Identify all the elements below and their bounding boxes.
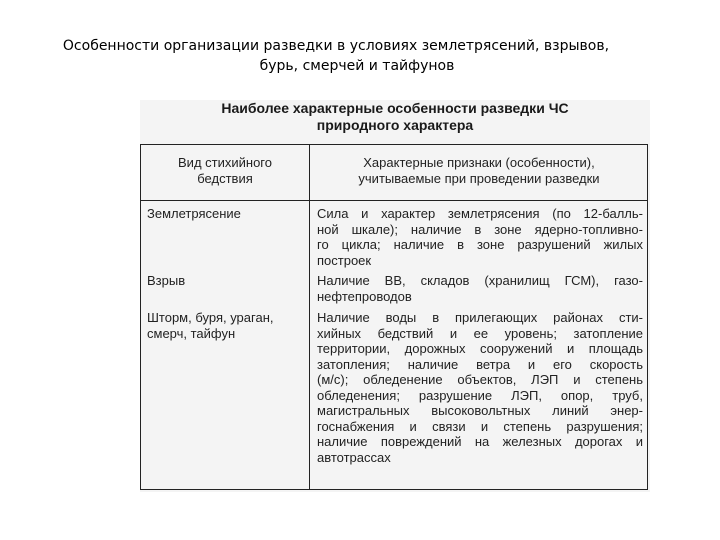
cell-line: го цикла; наличие в зоне разрушений жилых: [317, 237, 643, 252]
table-title: [140, 100, 650, 134]
cell-line: смерч, тайфун: [147, 325, 236, 341]
slide-title-line-1: Особенности организации разведки в условиях землетрясений, взрывов,: [62, 38, 610, 54]
slide-title: [0, 36, 720, 76]
cell-line: Взрыв: [147, 273, 186, 288]
cell-line: ной шкале); наличие в зоне ядерно-топливно-: [317, 221, 643, 237]
row-storm-type: [147, 310, 305, 341]
header-line: бедствия: [197, 171, 253, 186]
table-title-line-1: Наиболее характерные особенности разведки ЧС: [221, 100, 569, 116]
cell-line: наличие повреждений на железных дорогах и: [317, 434, 643, 449]
disaster-features-table: [140, 144, 648, 490]
cell-line: Наличие воды в прилегающих районах сти-: [317, 310, 643, 325]
cell-line: построек: [317, 252, 372, 268]
cell-line: Шторм, буря, ураган,: [147, 310, 274, 325]
column-divider: [309, 145, 310, 489]
header-disaster-type: [141, 155, 309, 187]
cell-line: нефтепроводов: [317, 288, 412, 304]
row-storm-features: [317, 310, 643, 465]
cell-line: затопления; наличие ветра и его скорость: [317, 356, 643, 372]
cell-line: автотрассах: [317, 449, 391, 465]
row-explosion-features: [317, 273, 643, 304]
cell-line: магистральных высоковольтных линий энер-: [317, 403, 643, 418]
cell-line: Землетрясение: [147, 206, 241, 221]
header-features: [311, 155, 647, 187]
header-line: Характерные признаки (особенности),: [363, 155, 595, 170]
header-line: учитываемые при проведении разведки: [358, 171, 600, 186]
cell-line: (м/с); обледенение объектов, ЛЭП и степень: [317, 372, 643, 387]
header-divider: [141, 200, 647, 201]
scanned-table-image: [140, 100, 650, 492]
cell-line: обледенения; разрушение ЛЭП, опор, труб,: [317, 387, 643, 403]
cell-line: Наличие ВВ, складов (хранилищ ГСМ), газо-: [317, 273, 643, 288]
cell-line: территории, дорожных сооружений и площадь: [317, 341, 643, 356]
slide-title-line-2: бурь, смерчей и тайфунов: [259, 58, 455, 74]
row-explosion-type: [147, 273, 305, 289]
table-title-line-2: природного характера: [316, 117, 474, 133]
header-line: Вид стихийного: [178, 155, 272, 170]
row-earthquake-features: [317, 206, 643, 268]
cell-line: госнабжения и связи и степень разрушения;: [317, 418, 643, 434]
cell-line: хийных бедствий и ее уровень; затопление: [317, 325, 643, 341]
cell-line: Сила и характер землетрясения (по 12-балль-: [317, 206, 643, 221]
row-earthquake-type: [147, 206, 305, 222]
